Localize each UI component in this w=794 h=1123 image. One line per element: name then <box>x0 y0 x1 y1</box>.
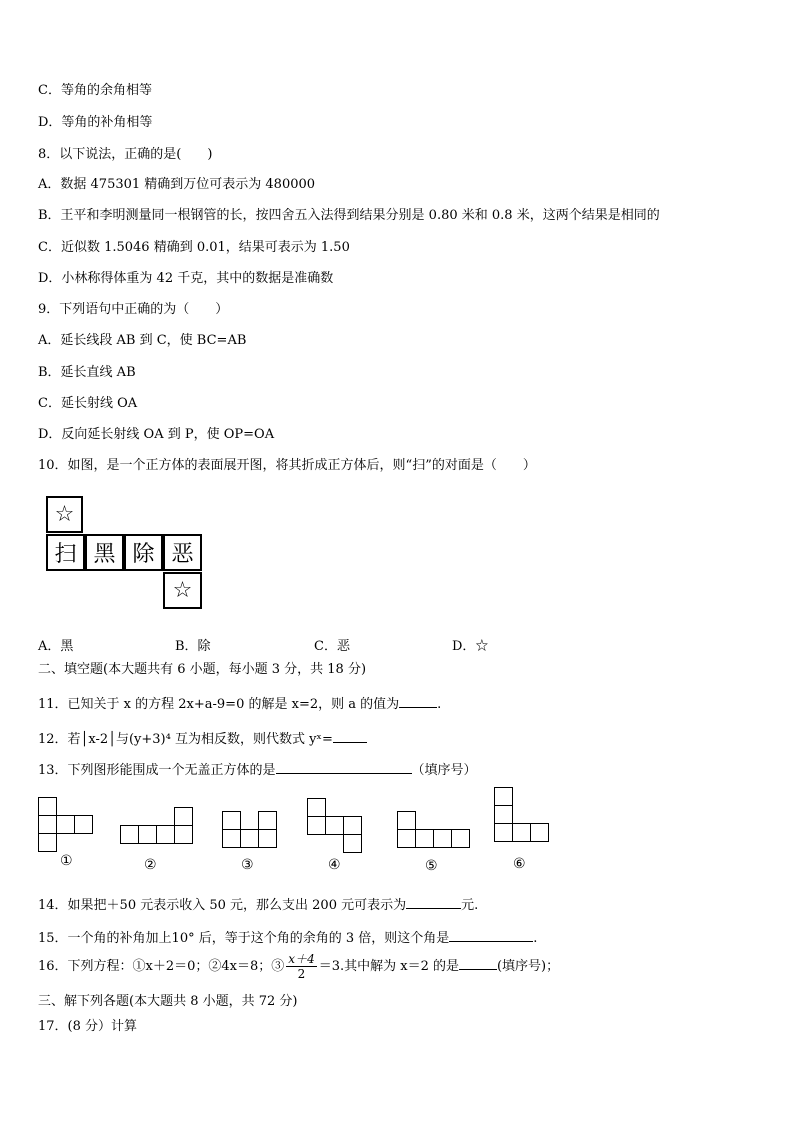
q14 <box>38 895 478 914</box>
q10-option-a: A．黑 <box>38 639 74 654</box>
net-square <box>74 815 93 834</box>
q13 <box>38 760 477 779</box>
answer-blank <box>399 694 437 708</box>
fraction <box>286 952 316 981</box>
answer-blank <box>449 928 533 942</box>
q12 <box>38 729 367 748</box>
q11-text: 11．已知关于 x 的方程 2x+a-9=0 的解是 x=2，则 a 的值为 <box>38 697 400 712</box>
net-square <box>494 823 513 842</box>
label-5: ⑤ <box>425 858 438 874</box>
answer-blank <box>406 895 461 909</box>
q15-end: . <box>533 931 538 946</box>
q7-option-c: C．等角的余角相等 <box>38 83 152 98</box>
net-square <box>120 825 139 844</box>
net-square <box>38 833 57 852</box>
net-square <box>397 811 416 830</box>
q8-option-d: D．小林称得体重为 42 千克，其中的数据是准确数 <box>38 271 334 286</box>
q9-option-a: A．延长线段 AB 到 C，使 BC=AB <box>38 333 247 348</box>
net-cell-e: 恶 <box>163 534 202 571</box>
q14-text: 14．如果把＋50 元表示收入 50 元，那么支出 200 元可表示为 <box>38 898 407 913</box>
net-square <box>325 816 344 835</box>
net-cell-hei: 黑 <box>85 534 124 571</box>
q11-end: . <box>437 697 442 712</box>
q14-end: 元. <box>461 898 479 913</box>
q8-option-a: A．数据 475301 精确到万位可表示为 480000 <box>38 177 316 192</box>
section-3-heading: 三、解下列各题(本大题共 8 小题，共 72 分) <box>38 994 298 1009</box>
net-square <box>38 815 57 834</box>
answer-blank <box>333 729 367 743</box>
q10-stem: 10．如图，是一个正方体的表面展开图，将其折成正方体后，则“扫”的对面是（ ） <box>38 458 536 473</box>
label-4: ④ <box>328 857 341 873</box>
label-6: ⑥ <box>513 856 526 872</box>
label-2: ② <box>144 857 157 873</box>
label-3: ③ <box>241 857 254 873</box>
q17: 17．(8 分）计算 <box>38 1019 138 1034</box>
net-square <box>512 823 531 842</box>
net-square <box>415 829 434 848</box>
q16-pre: 16．下列方程：①x＋2＝0；②4x＝8；③ <box>38 959 285 974</box>
q8-stem: 8．以下说法，正确的是( ) <box>38 147 213 162</box>
net-square <box>343 834 362 853</box>
q9-option-b: B．延长直线 AB <box>38 365 136 380</box>
answer-blank <box>459 956 497 970</box>
net-square <box>433 829 452 848</box>
cube-net-figure <box>46 496 206 614</box>
star-icon: ☆ <box>163 572 202 609</box>
net-square <box>307 798 326 817</box>
fraction-numerator: x＋4 <box>288 952 315 966</box>
net-square <box>240 829 259 848</box>
net-square <box>397 829 416 848</box>
q10-option-c: C．恶 <box>314 639 350 654</box>
net-square <box>138 825 157 844</box>
q13-end: （填序号） <box>411 763 477 778</box>
q7-option-d: D．等角的补角相等 <box>38 115 153 130</box>
q10-option-b: B．除 <box>175 639 211 654</box>
star-icon: ☆ <box>46 496 83 533</box>
net-square <box>343 816 362 835</box>
net-square <box>494 787 513 806</box>
net-square <box>174 807 193 826</box>
q9-option-d: D．反向延长射线 OA 到 P，使 OP=OA <box>38 427 275 442</box>
net-square <box>451 829 470 848</box>
q10-option-d: D．☆ <box>452 639 489 654</box>
net-square <box>222 811 241 830</box>
q9-stem: 9．下列语句中正确的为（ ） <box>38 302 229 317</box>
q11 <box>38 694 441 713</box>
net-square <box>258 829 277 848</box>
net-cell-sao: 扫 <box>46 534 85 571</box>
q8-option-c: C．近似数 1.5046 精确到 0.01，结果可表示为 1.50 <box>38 240 350 255</box>
net-square <box>38 797 57 816</box>
fraction-denominator: 2 <box>297 967 306 981</box>
net-square <box>258 811 277 830</box>
net-square <box>174 825 193 844</box>
answer-blank <box>276 760 412 774</box>
net-square <box>156 825 175 844</box>
net-square <box>494 805 513 824</box>
net-cell-chu: 除 <box>124 534 163 571</box>
q16-post: ＝3.其中解为 x＝2 的是 <box>318 959 459 974</box>
q15-text: 15．一个角的补角加上10° 后，等于这个角的余角的 3 倍，则这个角是 <box>38 931 450 946</box>
q16 <box>38 952 559 982</box>
q9-option-c: C．延长射线 OA <box>38 396 138 411</box>
net-square <box>530 823 549 842</box>
q8-option-b: B．王平和李明测量同一根钢管的长，按四舍五入法得到结果分别是 0.80 米和 0.8 米，这两个结果是相同的 <box>38 208 660 223</box>
net-square <box>56 815 75 834</box>
q13-text: 13．下列图形能围成一个无盖正方体的是 <box>38 763 276 778</box>
net-square <box>307 816 326 835</box>
q15 <box>38 928 537 947</box>
net-square <box>222 829 241 848</box>
q16-end: (填序号)； <box>496 959 560 974</box>
q12-text: 12．若│x-2│与(y+3)⁴ 互为相反数，则代数式 yˣ= <box>38 732 333 747</box>
section-2-heading: 二、填空题(本大题共有 6 小题，每小题 3 分，共 18 分) <box>38 662 367 677</box>
label-1: ① <box>60 853 73 869</box>
